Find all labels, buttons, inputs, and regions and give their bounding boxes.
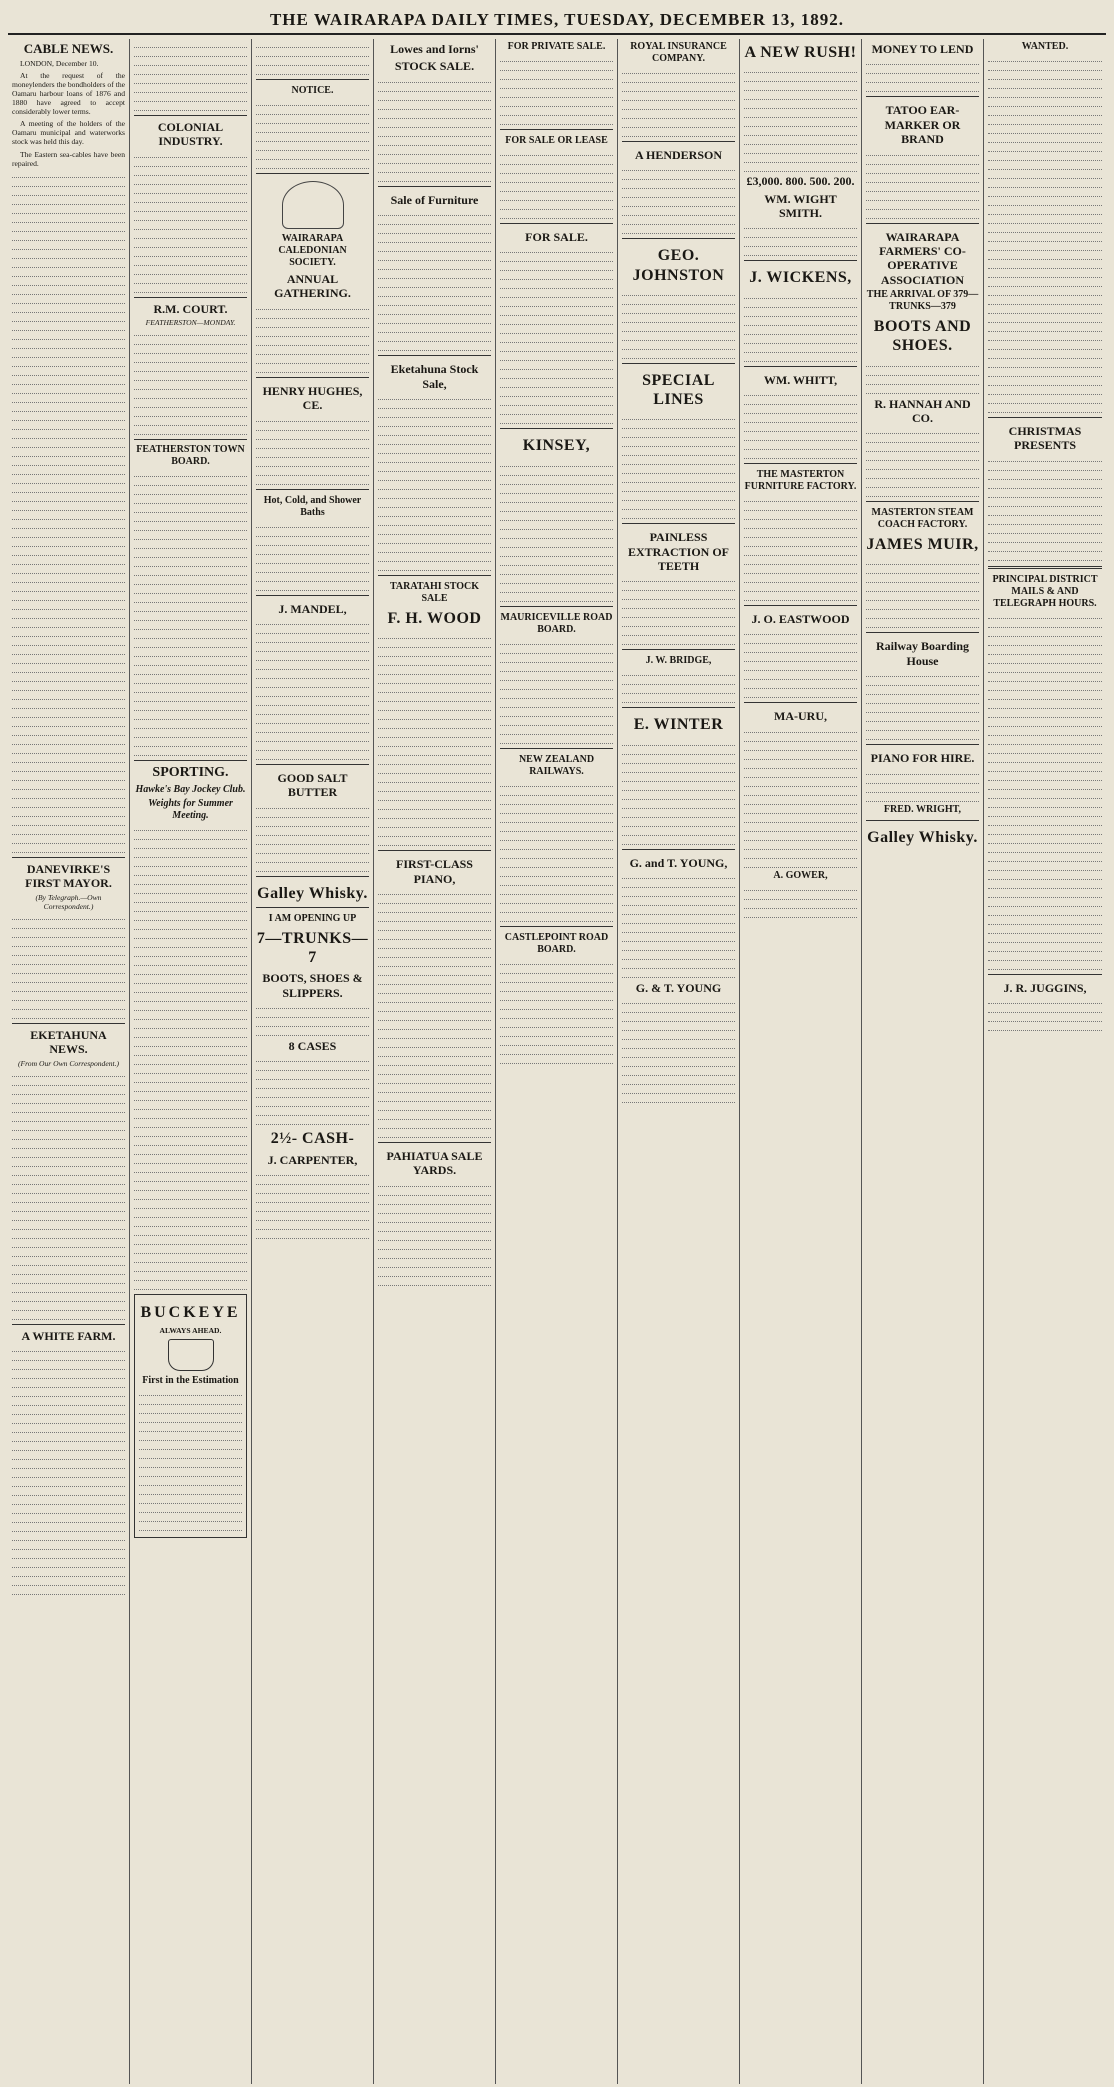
annual-gathering-heading: ANNUAL GATHERING. [274,272,351,301]
e-winter-heading: E. WINTER [633,716,724,734]
buckeye-machine-illustration [168,1339,214,1371]
article-paragraph: At the request of the moneylenders the bondholders of the Oamaru harbour loans of 1876 and 1880 have agreed to accept considerably lower terms. [12,70,125,117]
weights-heading: Weights for Summer Meeting. [148,798,233,822]
column-7 [740,39,862,2084]
boots-shoes-heading: BOOTS, SHOES & SLIPPERS. [262,971,363,1000]
trunks-arrival-heading: THE ARRIVAL OF 379—TRUNKS—379 [866,289,979,313]
money-to-lend-heading: MONEY TO LEND [871,42,974,56]
jw-bridge-heading: J. W. BRIDGE, [645,655,712,667]
james-muir-heading: JAMES MUIR, [866,536,979,554]
henderson-heading: A HENDERSON [634,148,723,162]
royal-insurance-heading: ROYAL INSURANCE COMPANY. [630,41,727,64]
column-5 [496,39,618,2084]
farmers-coop-heading: WAIRARAPA FARMERS' CO-OPERATIVE ASSOCIATION [879,229,966,287]
taratahi-sale-heading: TARATAHI STOCK SALE [390,580,479,604]
cable-news-heading: CABLE NEWS. [23,41,114,56]
wm-whitt-heading: WM. WHITT, [763,372,838,387]
mauriceville-board-heading: MAURICEVILLE ROAD BOARD. [500,611,613,635]
notice-heading: NOTICE. [291,85,334,96]
cash-heading: 2½- CASH- [270,1130,355,1148]
jockey-club-heading: Hawke's Bay Jockey Club. [135,784,246,796]
g-t-young-watch-heading: G. & T. YOUNG [635,980,722,995]
column-2: COLONIAL INDUSTRY. R.M. COURT. FEATHERSTON—MONDAY. FEATHERSTON TOWN BOARD. SPORTING. Hawke's Bay Jockey Club. Weights for Summer Meeting. BUCKEYE ALWAYS AHEAD. First in the Estimation [130,39,252,2084]
wanted-heading: WANTED. [1021,41,1069,52]
column-9 [984,39,1106,2084]
cases-heading: 8 CASES [288,1039,337,1054]
fred-wright-heading: FRED. WRIGHT, [883,803,962,815]
eketahuna-news-heading: EKETAHUNA NEWS. [30,1027,107,1057]
tatoo-heading: TATOO EAR-MARKER OR BRAND [884,103,961,147]
fh-wood-heading: F. H. WOOD [387,609,482,627]
column-1: CABLE NEWS. LONDON, December 10. At the request of the moneylenders the bondholders of the Oamaru harbour loans of 1876 and 1880 have agreed to accept considerably lower terms. A meeting of the holders of the Oamaru municipal and waterworks stock was held this day. The Eastern sea-cables have been repaired. DANEVIRKE'S FIRST MAYOR. (By Telegraph.—Own Correspondent.) EKETAHUNA NEWS. (From Our Own Correspondent.) A WHITE FARM. [8,39,130,2084]
for-sale-heading: FOR SALE. [525,230,588,244]
gower-heading: A. GOWER, [773,869,828,881]
wight-smith-heading: WM. WIGHT SMITH. [764,191,837,220]
galley-whisky-heading: Galley Whisky. [257,884,368,902]
wickens-heading: J. WICKENS, [749,269,852,287]
eastwood-heading: J. O. EASTWOOD [751,611,850,626]
opening-up-heading: I AM OPENING UP [268,912,357,924]
piano-heading: FIRST-CLASS PIANO, [396,857,473,886]
geo-johnston-heading: GEO. JOHNSTON [632,247,725,284]
stock-sale-heading: STOCK SALE. [394,59,475,74]
kinsey-heading: KINSEY, [522,437,591,455]
column-6 [618,39,740,2084]
danevirke-heading: DANEVIRKE'S FIRST MAYOR. [25,861,112,891]
special-lines-heading: SPECIAL LINES [642,371,715,408]
pahiatua-yards-heading: PAHIATUA SALE YARDS. [386,1148,483,1178]
caledonian-crest-illustration [282,181,344,229]
baths-heading: Hot, Cold, and Shower Baths [263,494,362,518]
furniture-sale-heading: Sale of Furniture [390,192,479,207]
article-paragraph: A meeting of the holders of the Oamaru municipal and waterworks stock was held this day. [12,119,125,147]
colonial-industry-heading: COLONIAL INDUSTRY. [157,120,224,149]
rm-court-heading: R.M. COURT. [153,301,228,316]
column-8 [862,39,984,2084]
furniture-factory-heading: THE MASTERTON FURNITURE FACTORY. [744,468,857,492]
salt-butter-heading: GOOD SALT BUTTER [277,770,348,800]
henry-hughes-heading: HENRY HUGHES, CE. [262,383,363,413]
steam-coach-heading: MASTERTON STEAM COACH FACTORY. [871,507,974,531]
masthead: THE WAIRARAPA DAILY TIMES, TUESDAY, DECEMBER 13, 1892. [8,6,1106,35]
caledonian-heading: WAIRARAPA CALEDONIAN SOCIETY. [278,233,347,268]
white-farm-heading: A WHITE FARM. [21,1328,116,1343]
nz-railways-heading: NEW ZEALAND RAILWAYS. [518,753,595,777]
ma-uru-heading: MA-URU, [774,709,827,724]
columns [8,39,1106,2084]
eketahuna-stock-sale-heading: Eketahuna Stock Sale, [390,362,479,391]
juggins-heading: J. R. JUGGINS, [1003,980,1087,995]
mails-telegraph-heading: PRINCIPAL DISTRICT MAILS & AND TELEGRAPH HOURS. [992,573,1098,609]
galley-whisky-heading-2: Galley Whisky. [867,828,978,846]
boots-shoes-heading: BOOTS AND SHOES. [873,318,972,355]
castlepoint-board-heading: CASTLEPOINT ROAD BOARD. [504,931,609,955]
mandel-heading: J. MANDEL, [278,601,347,616]
sale-or-lease-heading: FOR SALE OR LEASE [505,135,608,146]
piano-hire-heading: PIANO FOR HIRE. [870,751,975,766]
christmas-presents-heading: CHRISTMAS PRESENTS [1008,424,1082,453]
buckeye-advert: BUCKEYE ALWAYS AHEAD. First in the Estimation [134,1294,247,1538]
column-3 [252,39,374,2084]
column-4 [374,39,496,2084]
railway-boarding-heading: Railway Boarding House [875,639,969,668]
sporting-heading: SPORTING. [152,765,229,781]
trunks-heading: 7—TRUNKS—7 [256,929,369,967]
featherston-board-heading: FEATHERSTON TOWN BOARD. [136,444,245,468]
prize-amounts: £3,000. 800. 500. 200. [746,174,855,189]
hannah-heading: R. HANNAH AND CO. [874,396,971,425]
lowes-iorns-heading: Lowes and Iorns' [390,42,479,56]
painless-extraction-heading: PAINLESS EXTRACTION OF TEETH [627,530,729,573]
article-paragraph: The Eastern sea-cables have been repaired. [12,149,125,168]
g-t-young-heading: G. and T. YOUNG, [629,855,728,870]
dateline: LONDON, December 10. [20,58,99,68]
new-rush-heading: A NEW RUSH! [744,44,857,61]
private-sale-heading: FOR PRIVATE SALE. [507,41,606,52]
carpenter-heading: J. CARPENTER, [267,1152,358,1167]
